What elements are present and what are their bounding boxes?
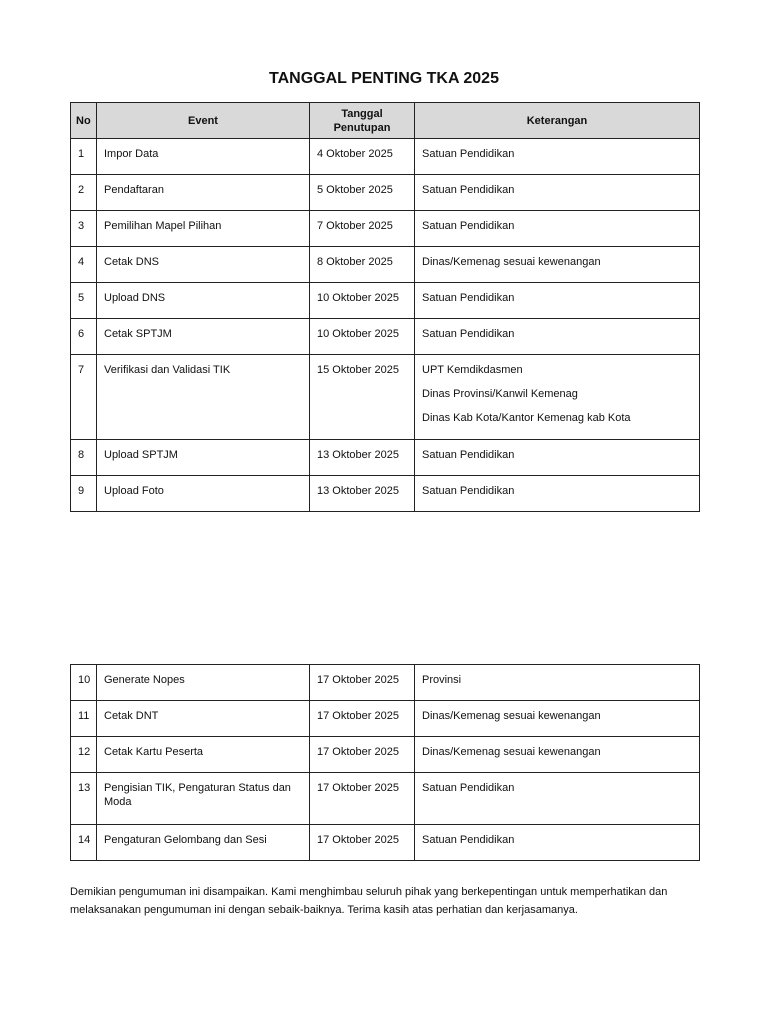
- cell-no: 11: [71, 701, 97, 737]
- cell-event: Pendaftaran: [97, 175, 310, 211]
- header-tanggal-penutupan: Tanggal Penutupan: [310, 103, 415, 139]
- cell-no: 4: [71, 247, 97, 283]
- cell-tanggal: 13 Oktober 2025: [310, 476, 415, 512]
- cell-tanggal: 17 Oktober 2025: [310, 737, 415, 773]
- table-row: [71, 319, 700, 355]
- cell-no: 12: [71, 737, 97, 773]
- keterangan-line: Satuan Pendidikan: [422, 449, 515, 461]
- keterangan-line: Satuan Pendidikan: [422, 184, 515, 196]
- cell-tanggal: 5 Oktober 2025: [310, 175, 415, 211]
- table-row: [71, 440, 700, 476]
- cell-event: Impor Data: [97, 139, 310, 175]
- keterangan-line: Dinas/Kemenag sesuai kewenangan: [422, 256, 601, 268]
- cell-keterangan: [415, 665, 700, 701]
- schedule-table-continued-body: [71, 665, 700, 861]
- cell-event: Upload Foto: [97, 476, 310, 512]
- table-row: [71, 139, 700, 175]
- cell-keterangan: [415, 211, 700, 247]
- cell-no: 2: [71, 175, 97, 211]
- header-event: Event: [97, 103, 310, 139]
- cell-keterangan: [415, 283, 700, 319]
- schedule-table-body: [71, 139, 700, 512]
- cell-no: 9: [71, 476, 97, 512]
- keterangan-line: Satuan Pendidikan: [422, 485, 515, 497]
- cell-event: Cetak SPTJM: [97, 319, 310, 355]
- table-row: [71, 355, 700, 440]
- cell-event: Upload DNS: [97, 283, 310, 319]
- keterangan-line: Satuan Pendidikan: [422, 220, 515, 232]
- keterangan-line: Dinas Kab Kota/Kantor Kemenag kab Kota: [422, 412, 631, 424]
- cell-tanggal: 13 Oktober 2025: [310, 440, 415, 476]
- table-header-row: [71, 103, 700, 139]
- cell-keterangan: [415, 737, 700, 773]
- table-row: [71, 701, 700, 737]
- cell-tanggal: 7 Oktober 2025: [310, 211, 415, 247]
- cell-tanggal: 17 Oktober 2025: [310, 701, 415, 737]
- cell-event: Cetak DNS: [97, 247, 310, 283]
- table-row: [71, 773, 700, 825]
- cell-no: 5: [71, 283, 97, 319]
- keterangan-line: Dinas/Kemenag sesuai kewenangan: [422, 746, 601, 758]
- cell-keterangan: [415, 247, 700, 283]
- cell-tanggal: 4 Oktober 2025: [310, 139, 415, 175]
- keterangan-line: Satuan Pendidikan: [422, 834, 515, 846]
- cell-event: Pengaturan Gelombang dan Sesi: [97, 825, 310, 861]
- cell-event: Cetak Kartu Peserta: [97, 737, 310, 773]
- cell-keterangan: [415, 476, 700, 512]
- keterangan-line: Satuan Pendidikan: [422, 148, 515, 160]
- cell-tanggal: 10 Oktober 2025: [310, 283, 415, 319]
- cell-keterangan: [415, 319, 700, 355]
- cell-no: 6: [71, 319, 97, 355]
- keterangan-line: Provinsi: [422, 674, 462, 686]
- cell-no: 13: [71, 773, 97, 825]
- cell-no: 10: [71, 665, 97, 701]
- keterangan-line: Dinas Provinsi/Kanwil Kemenag: [422, 388, 578, 400]
- cell-event: Pemilihan Mapel Pilihan: [97, 211, 310, 247]
- cell-no: 3: [71, 211, 97, 247]
- cell-no: 14: [71, 825, 97, 861]
- cell-tanggal: 8 Oktober 2025: [310, 247, 415, 283]
- cell-tanggal: 17 Oktober 2025: [310, 773, 415, 825]
- cell-event: Upload SPTJM: [97, 440, 310, 476]
- table-row: [71, 175, 700, 211]
- cell-keterangan: [415, 440, 700, 476]
- table-row: [71, 825, 700, 861]
- cell-tanggal: 15 Oktober 2025: [310, 355, 415, 440]
- table-row: [71, 247, 700, 283]
- keterangan-line: Dinas/Kemenag sesuai kewenangan: [422, 710, 601, 722]
- cell-tanggal: 17 Oktober 2025: [310, 825, 415, 861]
- cell-no: 7: [71, 355, 97, 440]
- cell-keterangan: [415, 825, 700, 861]
- table-row: [71, 476, 700, 512]
- cell-keterangan: [415, 773, 700, 825]
- table-row: [71, 665, 700, 701]
- cell-event: Cetak DNT: [97, 701, 310, 737]
- keterangan-line: UPT Kemdikdasmen: [422, 364, 523, 376]
- cell-keterangan: [415, 355, 700, 440]
- cell-event: Pengisian TIK, Pengaturan Status dan Moda: [97, 773, 310, 825]
- schedule-table-continued: [70, 664, 700, 861]
- cell-keterangan: [415, 175, 700, 211]
- cell-keterangan: [415, 701, 700, 737]
- keterangan-line: Satuan Pendidikan: [422, 328, 515, 340]
- header-keterangan: Keterangan: [415, 103, 700, 139]
- header-no: No: [71, 103, 97, 139]
- table-row: [71, 737, 700, 773]
- cell-no: 8: [71, 440, 97, 476]
- cell-no: 1: [71, 139, 97, 175]
- page-title: TANGGAL PENTING TKA 2025: [269, 70, 499, 87]
- cell-tanggal: 17 Oktober 2025: [310, 665, 415, 701]
- cell-event: Generate Nopes: [97, 665, 310, 701]
- table-row: [71, 211, 700, 247]
- keterangan-line: Satuan Pendidikan: [422, 782, 515, 794]
- keterangan-line: Satuan Pendidikan: [422, 292, 515, 304]
- closing-paragraph: Demikian pengumuman ini disampaikan. Kami menghimbau seluruh pihak yang berkepentingan untuk memperhatikan dan melaksanakan pengumuman ini dengan sebaik-baiknya. Terima kasih atas perhatian dan kerjasamanya.: [70, 886, 668, 916]
- cell-event: Verifikasi dan Validasi TIK: [97, 355, 310, 440]
- cell-keterangan: [415, 139, 700, 175]
- schedule-table: [70, 102, 700, 512]
- cell-tanggal: 10 Oktober 2025: [310, 319, 415, 355]
- table-row: [71, 283, 700, 319]
